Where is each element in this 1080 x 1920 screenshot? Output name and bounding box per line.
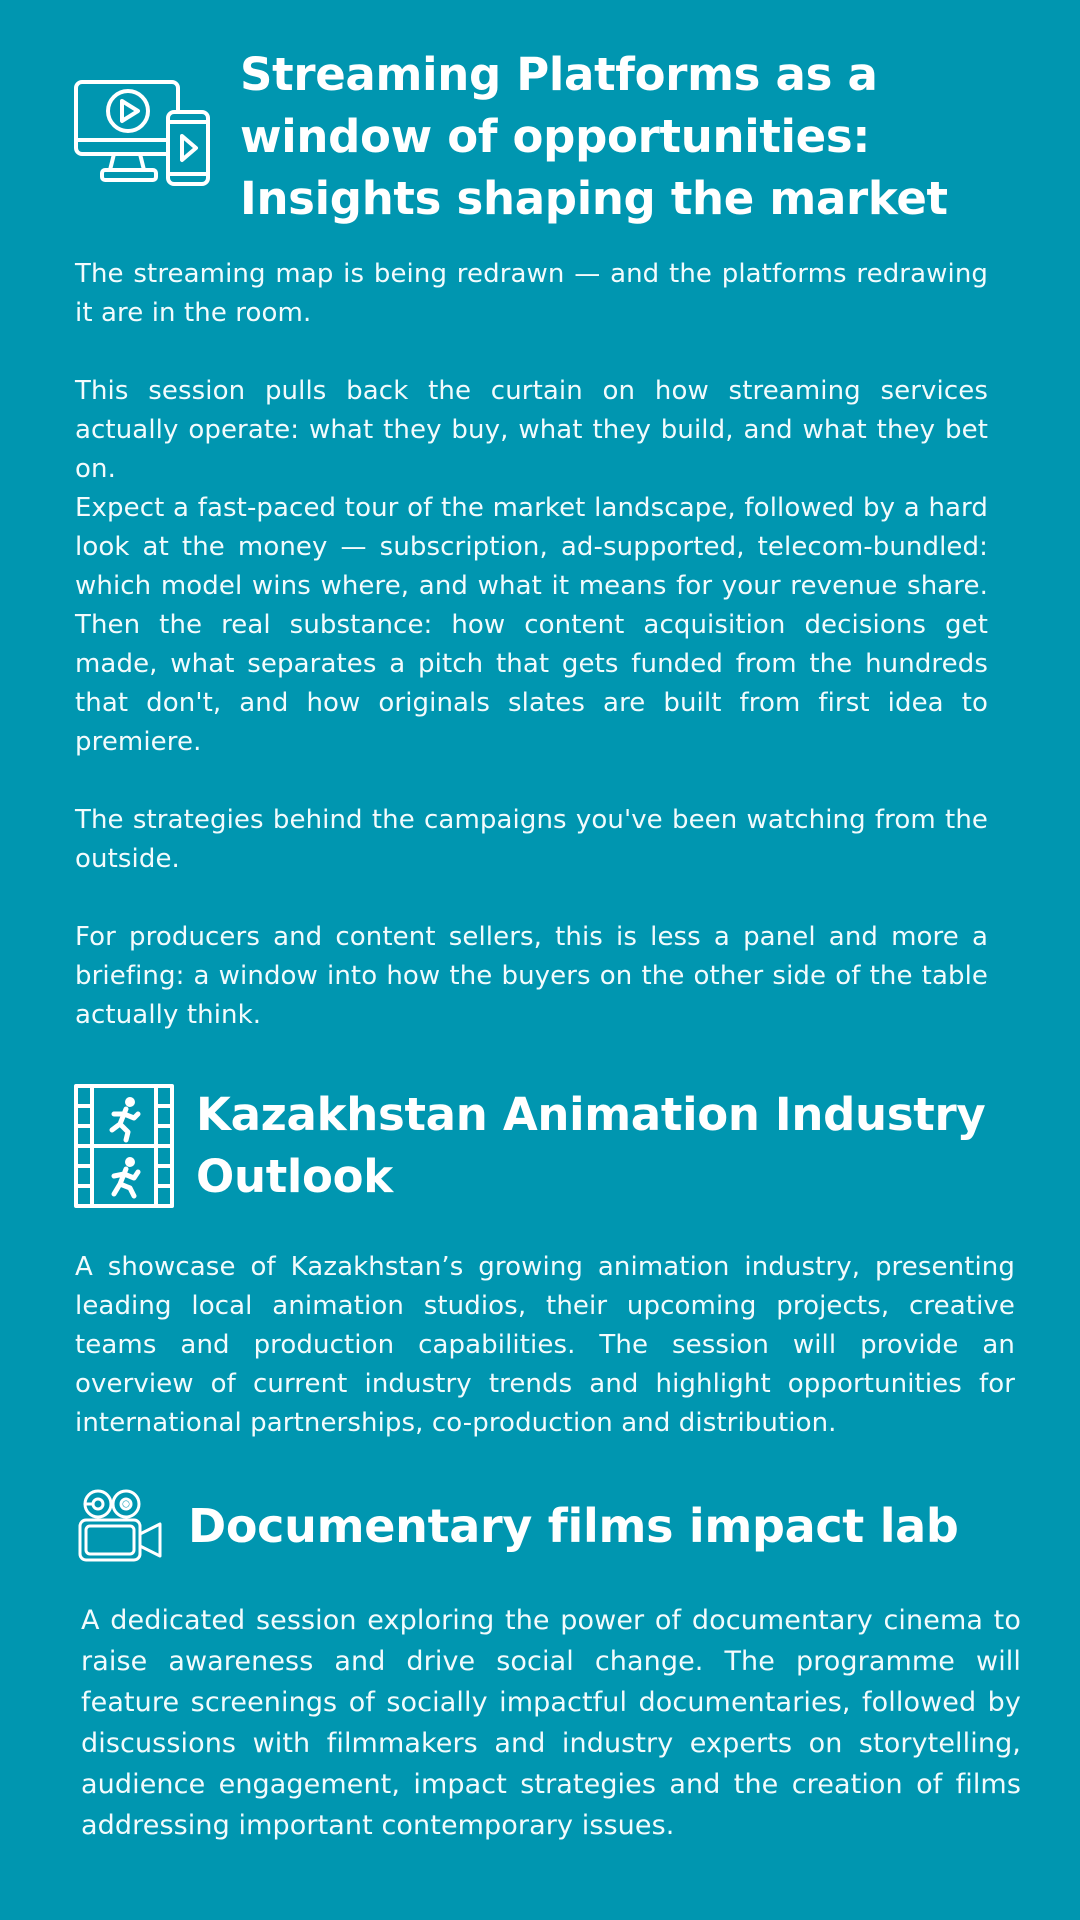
movie-camera-icon <box>78 1488 162 1564</box>
streaming-section-title <box>240 44 948 230</box>
documentary-section-header <box>78 1488 1038 1564</box>
streaming-section-body <box>75 255 988 1035</box>
title-line: window of opportunities: <box>240 110 871 163</box>
animation-section-body <box>75 1248 1015 1443</box>
title-line: Outlook <box>196 1150 393 1203</box>
paragraph: A dedicated session exploring the power of documentary cinema to raise awareness and drive social change. The programme will feature screenings of socially impactful documentaries, followed by discussions with filmmakers and industry experts on storytelling, audience engagement, impact strategies and the creation of films addressing important contemporary issues. <box>81 1605 1021 1841</box>
animation-section-title <box>196 1084 985 1208</box>
paragraph: The streaming map is being redrawn — and the platforms redrawing it are in the room. <box>75 259 988 328</box>
title-line: Insights shaping the market <box>240 172 948 225</box>
film-strip-animation-icon <box>74 1084 174 1208</box>
title-line: Kazakhstan Animation Industry <box>196 1088 986 1141</box>
documentary-section-title <box>188 1495 959 1557</box>
paragraph: Expect a fast-paced tour of the market landscape, followed by a hard look at the money — subscription, ad-supported, telecom-bundled: which model wins where, and what it means for your revenue share. Then the real substance: how content acquisition decisions get made, what separates a pitch that gets funded from the hundreds that don't, and how originals slates are built from first idea to premiere. <box>75 493 988 757</box>
paragraph: A showcase of Kazakhstan’s growing animation industry, presenting leading local animation studios, their upcoming projects, creative teams and production capabilities. The session will provide an overview of current industry trends and highlight opportunities for international partnerships, co-production and distribution. <box>75 1252 1015 1438</box>
paragraph: This session pulls back the curtain on how streaming services actually operate: what they buy, what they build, and what they bet on. <box>75 376 988 484</box>
animation-section-header <box>74 1084 1034 1208</box>
paragraph: For producers and content sellers, this is less a panel and more a briefing: a window into how the buyers on the other side of the table actually think. <box>75 922 988 1030</box>
title-line: Documentary films impact lab <box>188 1499 959 1553</box>
streaming-section-header <box>74 44 1034 230</box>
streaming-devices-icon <box>74 44 214 188</box>
documentary-section-body <box>81 1600 1021 1846</box>
paragraph: The strategies behind the campaigns you've been watching from the outside. <box>75 805 988 874</box>
title-line: Streaming Platforms as a <box>240 48 878 101</box>
